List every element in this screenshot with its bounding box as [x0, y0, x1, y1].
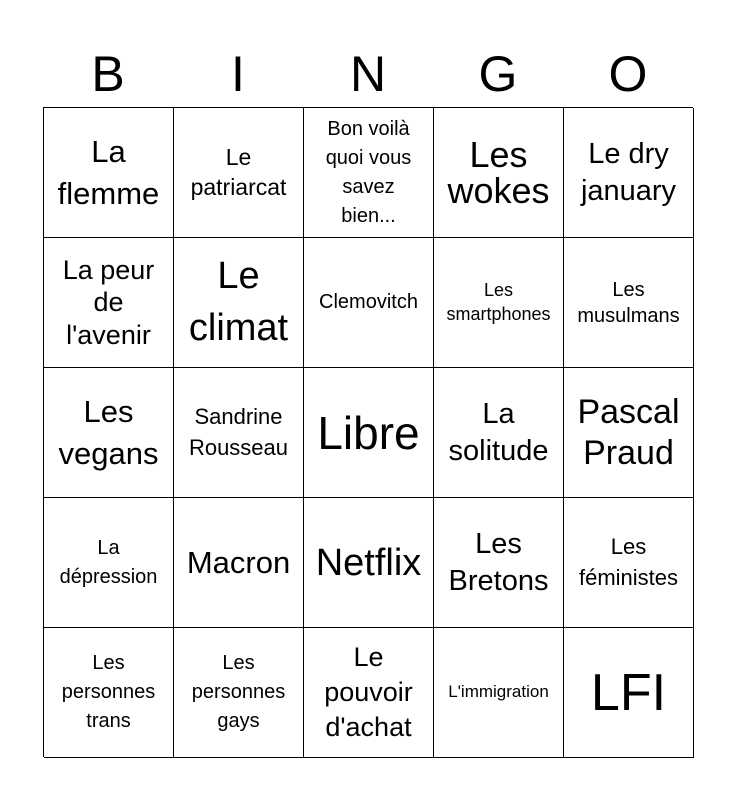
header-letter-b: B	[91, 46, 125, 102]
header-letter-i: I	[231, 46, 245, 102]
bingo-header	[43, 40, 693, 108]
cell-label: Le dry january	[580, 138, 677, 207]
bingo-cell[interactable]	[434, 498, 564, 628]
cell-label: Macron	[186, 544, 291, 580]
bingo-cell[interactable]	[174, 628, 304, 758]
cell-label: Les smartphones	[446, 280, 551, 324]
cell-label: L'immigration	[448, 682, 549, 702]
cell-label: Bon voilà quoi vous savez bien...	[325, 117, 412, 227]
cell-label: La flemme	[57, 133, 160, 211]
header-letter-o: O	[608, 46, 648, 102]
bingo-cell[interactable]	[304, 628, 434, 758]
cell-label: Les personnes trans	[61, 652, 156, 732]
cell-label: Les personnes gays	[191, 652, 286, 732]
bingo-cell[interactable]	[174, 368, 304, 498]
bingo-cell[interactable]	[304, 498, 434, 628]
bingo-grid	[43, 107, 693, 757]
bingo-cell[interactable]	[434, 108, 564, 238]
bingo-cell[interactable]	[434, 628, 564, 758]
cell-label: LFI	[590, 663, 667, 722]
cell-label: Les musulmans	[577, 278, 680, 327]
bingo-cell[interactable]	[304, 238, 434, 368]
cell-label: La peur de l'avenir	[62, 254, 155, 350]
bingo-cell[interactable]	[564, 368, 694, 498]
cell-label: Le patriarcat	[190, 143, 287, 200]
cell-label: La dépression	[59, 536, 158, 588]
cell-label: Sandrine Rousseau	[188, 403, 289, 460]
cell-label: Netflix	[315, 541, 422, 584]
cell-label: Libre	[317, 406, 420, 459]
bingo-cell[interactable]	[434, 238, 564, 368]
bingo-cell[interactable]	[304, 368, 434, 498]
bingo-cell[interactable]	[44, 238, 174, 368]
bingo-cell[interactable]	[44, 498, 174, 628]
cell-label: Le pouvoir d'achat	[324, 641, 413, 743]
bingo-cell[interactable]	[564, 498, 694, 628]
bingo-cell[interactable]	[564, 628, 694, 758]
cell-label: Clemovitch	[319, 291, 418, 313]
cell-label: Pascal Praud	[577, 392, 680, 472]
cell-label: Les wokes	[447, 133, 550, 211]
bingo-cell[interactable]	[304, 108, 434, 238]
bingo-cell[interactable]	[564, 108, 694, 238]
bingo-cell[interactable]	[44, 368, 174, 498]
bingo-cell[interactable]	[434, 368, 564, 498]
cell-label: La solitude	[448, 398, 549, 467]
header-letter-g: G	[478, 46, 518, 102]
bingo-cell[interactable]	[174, 108, 304, 238]
cell-label: Les vegans	[58, 393, 159, 471]
bingo-cell[interactable]	[174, 238, 304, 368]
bingo-cell[interactable]	[174, 498, 304, 628]
cell-label: Les féministes	[578, 533, 679, 590]
cell-label: Les Bretons	[448, 528, 549, 597]
bingo-cell[interactable]	[564, 238, 694, 368]
bingo-cell[interactable]	[44, 108, 174, 238]
cell-label: Le climat	[188, 255, 289, 349]
bingo-cell[interactable]	[44, 628, 174, 758]
header-letter-n: N	[349, 46, 387, 102]
